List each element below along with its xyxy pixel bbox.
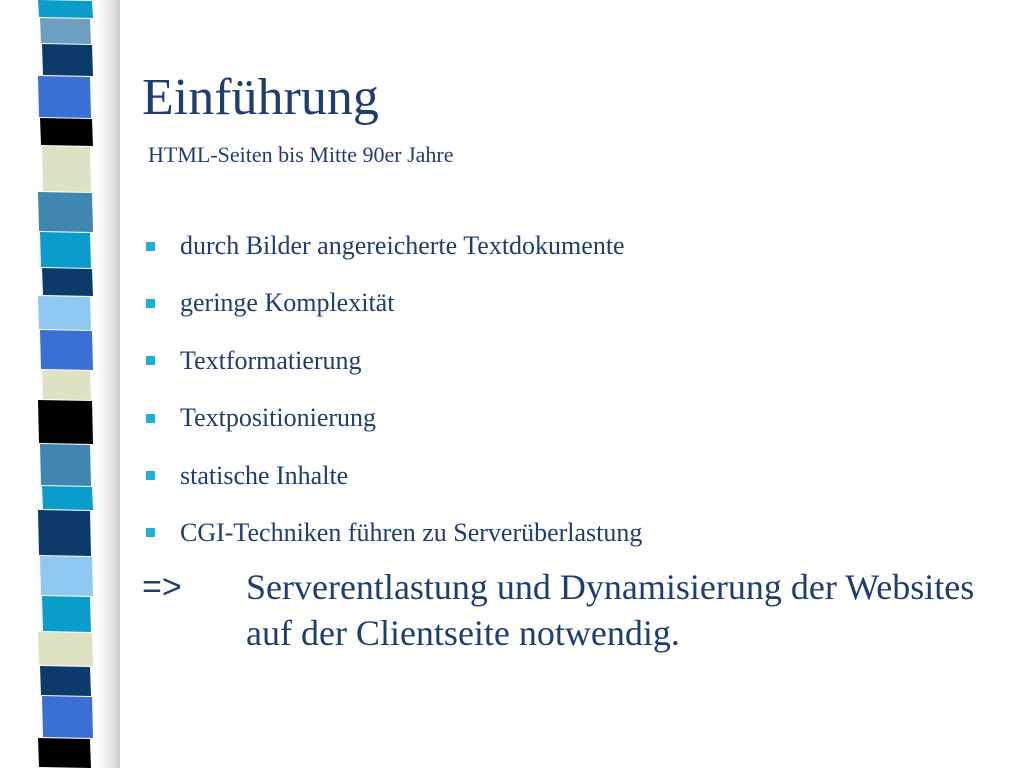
bullet-text: Textformatierung bbox=[180, 345, 362, 375]
conclusion-text: Serverentlastung und Dynamisierung der Websites auf der Clientseite notwendig. bbox=[246, 567, 975, 653]
bullet-item bbox=[142, 342, 642, 380]
strip-block bbox=[38, 0, 93, 18]
strip-block bbox=[42, 268, 93, 296]
bullet-list bbox=[142, 227, 642, 571]
strip-block bbox=[42, 596, 91, 632]
conclusion-arrow: => bbox=[142, 568, 182, 606]
strip-block bbox=[38, 632, 93, 666]
bullet-text: durch Bilder angereicherte Textdokumente bbox=[180, 231, 625, 260]
strip-block bbox=[38, 296, 91, 330]
decorative-side-strip bbox=[0, 0, 120, 768]
strip-block bbox=[42, 486, 93, 510]
square-bullet-icon bbox=[146, 471, 155, 480]
strip-block bbox=[42, 146, 91, 192]
strip-block bbox=[40, 232, 91, 268]
strip-block bbox=[40, 444, 91, 486]
bullet-item bbox=[142, 284, 642, 322]
strip-block bbox=[38, 192, 93, 232]
bullet-item bbox=[142, 514, 642, 552]
strip-block bbox=[40, 18, 91, 44]
bullet-item bbox=[142, 457, 642, 495]
bullet-item bbox=[142, 227, 642, 265]
strip-block bbox=[38, 738, 91, 768]
bullet-text: statische Inhalte bbox=[180, 460, 349, 490]
conclusion bbox=[142, 564, 1012, 656]
slide-subtitle: HTML-Seiten bis Mitte 90er Jahre bbox=[148, 142, 454, 167]
strip-block bbox=[42, 44, 93, 76]
strip-block bbox=[40, 556, 93, 596]
strip-block bbox=[40, 330, 93, 370]
square-bullet-icon bbox=[146, 528, 155, 537]
bullet-text: Textpositionierung bbox=[180, 403, 377, 433]
strip-block bbox=[38, 510, 91, 556]
bullet-text: CGI-Techniken führen zu Serverüberlastung bbox=[180, 517, 643, 547]
strip-block bbox=[38, 76, 91, 118]
bullet-text: geringe Komplexität bbox=[180, 288, 395, 318]
square-bullet-icon bbox=[146, 356, 155, 365]
square-bullet-icon bbox=[146, 299, 155, 308]
slide-title: Einführung bbox=[142, 69, 379, 126]
bullet-item bbox=[142, 399, 642, 437]
strip-block bbox=[42, 370, 91, 400]
square-bullet-icon bbox=[146, 242, 155, 251]
strip-block bbox=[42, 696, 93, 738]
strip-block bbox=[38, 400, 93, 444]
strip-block bbox=[40, 118, 93, 146]
square-bullet-icon bbox=[146, 414, 155, 423]
strip-block bbox=[40, 666, 91, 696]
